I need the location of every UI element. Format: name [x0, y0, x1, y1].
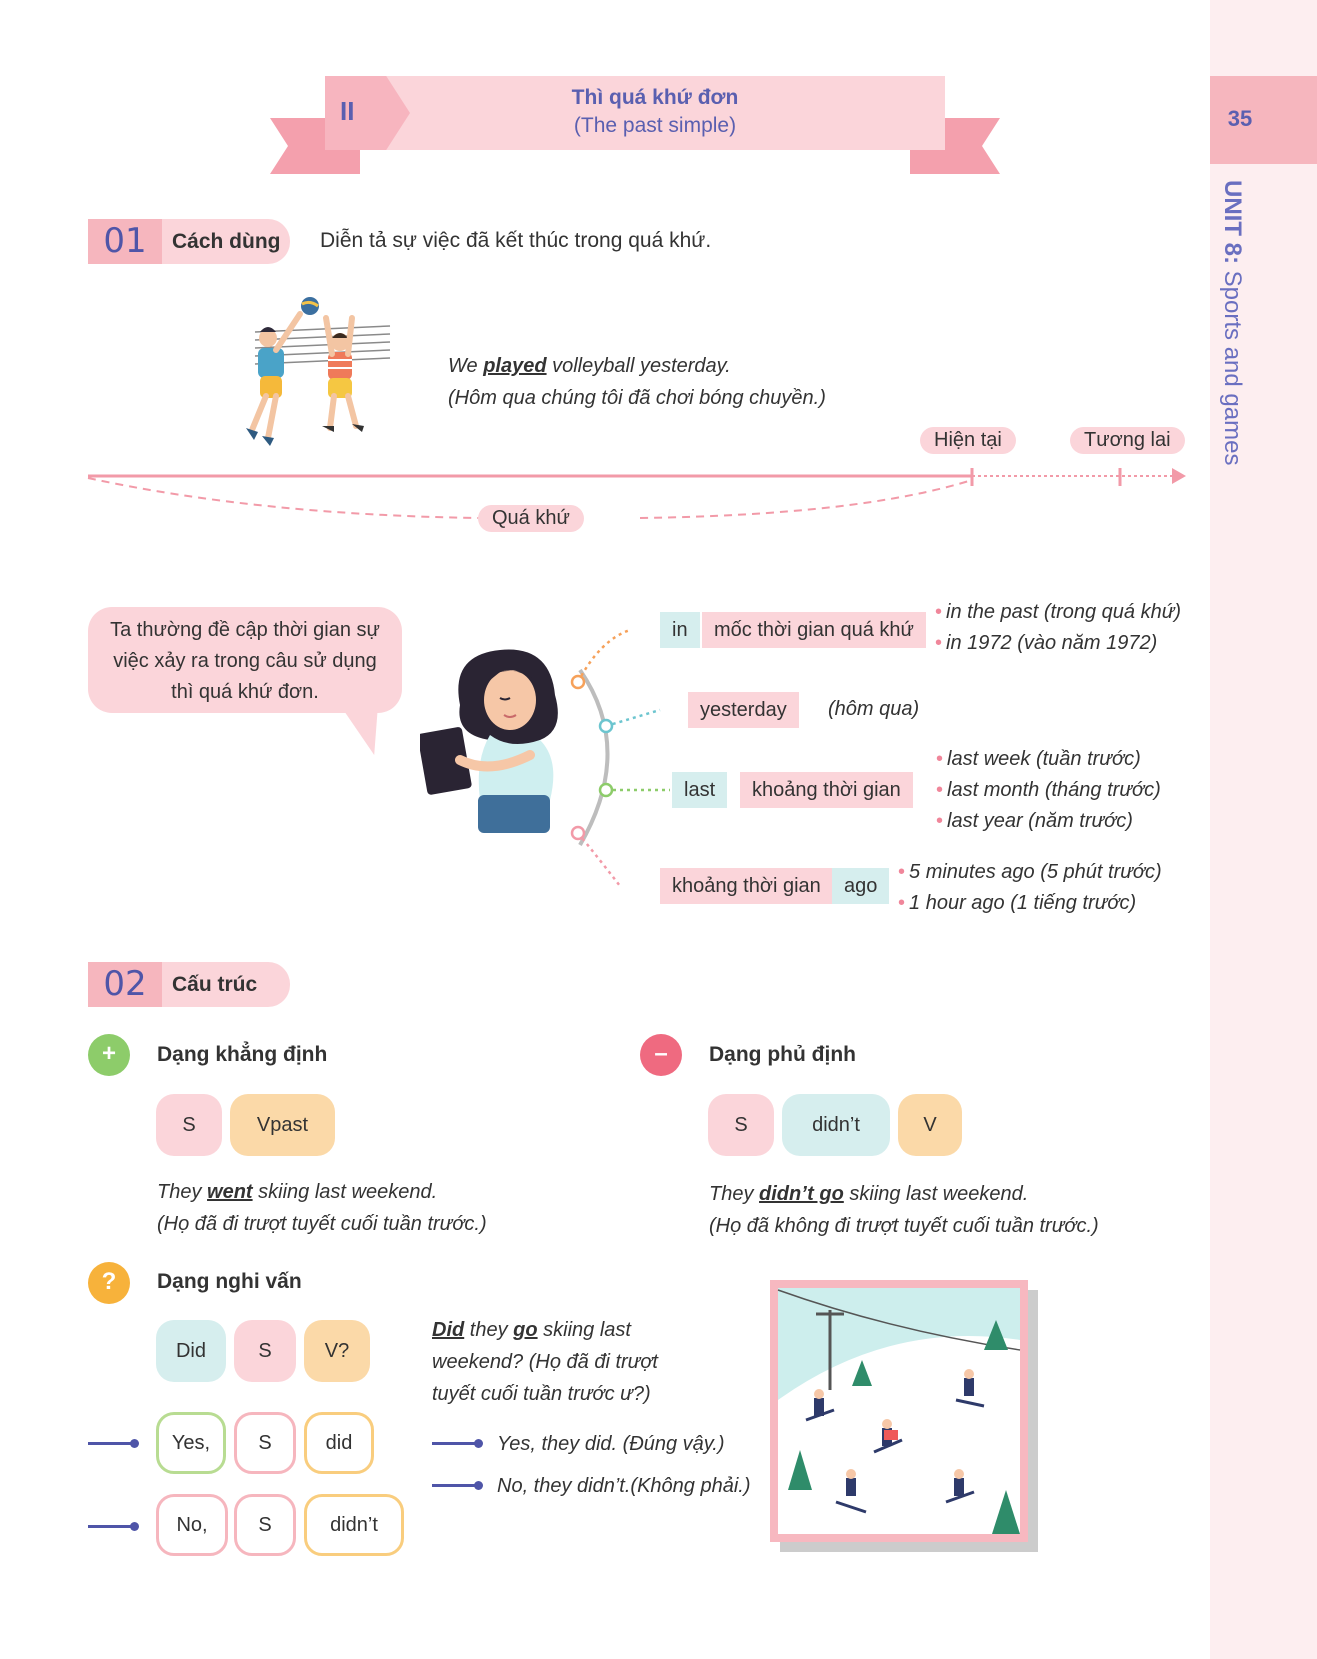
ago-example: • 1 hour ago (1 tiếng trước): [898, 892, 1137, 914]
last-example-list: [936, 744, 1161, 837]
time-word-last: last: [672, 772, 727, 808]
chip-verb: V: [898, 1094, 962, 1156]
answer-arrow: [432, 1484, 476, 1487]
chip-did: Did: [156, 1320, 226, 1382]
in-example: • in 1972 (vào năm 1972): [935, 632, 1158, 654]
chip-did-short: did: [304, 1412, 374, 1474]
affirmative-translation: (Họ đã đi trượt tuyết cuối tuần trước.): [157, 1213, 487, 1235]
usage-description: Diễn tả sự việc đã kết thúc trong quá khứ.: [320, 229, 712, 252]
section-roman-numeral: II: [340, 96, 355, 126]
chip-yes: Yes,: [156, 1412, 226, 1474]
chip-subject: S: [708, 1094, 774, 1156]
section-number: 02: [88, 962, 162, 1007]
example-verb: didn’t go: [759, 1183, 844, 1205]
chip-subject: S: [234, 1494, 296, 1556]
chip-subject: S: [156, 1094, 222, 1156]
speech-bubble: Ta thường đề cập thời gian sự việc xảy ra trong câu sử dụng thì quá khứ đơn.: [88, 607, 402, 713]
plus-icon: +: [88, 1034, 130, 1076]
usage-example: [448, 350, 731, 382]
answer-arrow-dot: [130, 1522, 139, 1531]
question-example-line3: tuyết cuối tuần trước ư?): [432, 1383, 651, 1405]
question-icon: ?: [88, 1262, 130, 1304]
question-example-line2: weekend? (Họ đã đi trượt: [432, 1351, 658, 1373]
example-text: We: [448, 355, 484, 377]
timeline: [80, 460, 1190, 540]
example-text: skiing last weekend.: [252, 1181, 438, 1203]
chip-didnt: didn’t: [782, 1094, 890, 1156]
yes-answer: Yes, they did. (Đúng vậy.): [497, 1433, 725, 1455]
example-text: they: [464, 1319, 514, 1341]
last-example: • last week (tuần trước): [936, 748, 1141, 770]
answer-arrow-dot: [474, 1439, 483, 1448]
example-verb: played: [483, 355, 547, 377]
answer-arrow-dot: [130, 1439, 139, 1448]
section-number: 01: [88, 219, 162, 264]
minus-icon: –: [640, 1034, 682, 1076]
answer-arrow-dot: [474, 1481, 483, 1490]
negative-translation: (Họ đã không đi trượt tuyết cuối tuần trước.): [709, 1215, 1099, 1237]
ago-example-list: [898, 857, 1162, 919]
chip-vpast: Vpast: [230, 1094, 335, 1156]
time-box-yesterday: yesterday: [688, 692, 799, 728]
example-text: They: [157, 1181, 208, 1203]
negative-example: [709, 1178, 1028, 1210]
example-verb: Did: [432, 1319, 465, 1341]
usage-example-translation: (Hôm qua chúng tôi đã chơi bóng chuyền.): [448, 387, 826, 409]
example-text: skiing last: [537, 1319, 631, 1341]
section-label: Cấu trúc: [172, 973, 258, 996]
last-example: • last year (năm trước): [936, 810, 1133, 832]
time-box-point-in-past: mốc thời gian quá khứ: [702, 612, 926, 648]
answer-arrow: [88, 1442, 132, 1445]
affirmative-title: Dạng khẳng định: [157, 1043, 328, 1066]
skiing-illustration: [770, 1280, 1040, 1555]
time-box-period-ago: khoảng thời gian: [660, 868, 833, 904]
ago-example: • 5 minutes ago (5 phút trước): [898, 861, 1162, 883]
unit-title: [1218, 180, 1246, 465]
question-title: Dạng nghi vấn: [157, 1270, 302, 1293]
girl-reading-illustration: [420, 600, 680, 900]
chip-subject: S: [234, 1320, 296, 1382]
in-example: • in the past (trong quá khứ): [935, 601, 1182, 623]
example-verb: go: [513, 1319, 538, 1341]
lesson-title: Thì quá khứ đơn: [571, 86, 739, 109]
in-example-list: [935, 597, 1181, 659]
volleyball-illustration: [240, 290, 400, 465]
time-word-in: in: [660, 612, 700, 648]
negative-title: Dạng phủ định: [709, 1043, 856, 1066]
unit-topic: Sports and games: [1219, 270, 1246, 466]
timeline-future-label: Tương lai: [1070, 427, 1185, 454]
unit-label: UNIT 8:: [1219, 180, 1246, 264]
example-text: They: [709, 1183, 760, 1205]
question-example-line1: [432, 1314, 631, 1346]
time-word-ago: ago: [832, 868, 889, 904]
answer-arrow: [432, 1442, 476, 1445]
chip-verb-question: V?: [304, 1320, 370, 1382]
timeline-present-label: Hiện tại: [920, 427, 1016, 454]
no-answer: No, they didn’t.(Không phải.): [497, 1475, 751, 1497]
example-verb: went: [207, 1181, 253, 1203]
last-example: • last month (tháng trước): [936, 779, 1161, 801]
chip-subject: S: [234, 1412, 296, 1474]
chip-no: No,: [156, 1494, 228, 1556]
timeline-past-label: Quá khứ: [478, 505, 584, 532]
answer-arrow: [88, 1525, 132, 1528]
affirmative-example: [157, 1176, 437, 1208]
time-box-period-last: khoảng thời gian: [740, 772, 913, 808]
yesterday-note: (hôm qua): [828, 698, 920, 720]
page-number: 35: [1227, 106, 1253, 131]
chip-didnt-short: didn’t: [304, 1494, 404, 1556]
example-text: skiing last weekend.: [843, 1183, 1029, 1205]
lesson-subtitle: (The past simple): [573, 114, 737, 137]
example-text: volleyball yesterday.: [546, 355, 731, 377]
section-label: Cách dùng: [172, 230, 281, 253]
